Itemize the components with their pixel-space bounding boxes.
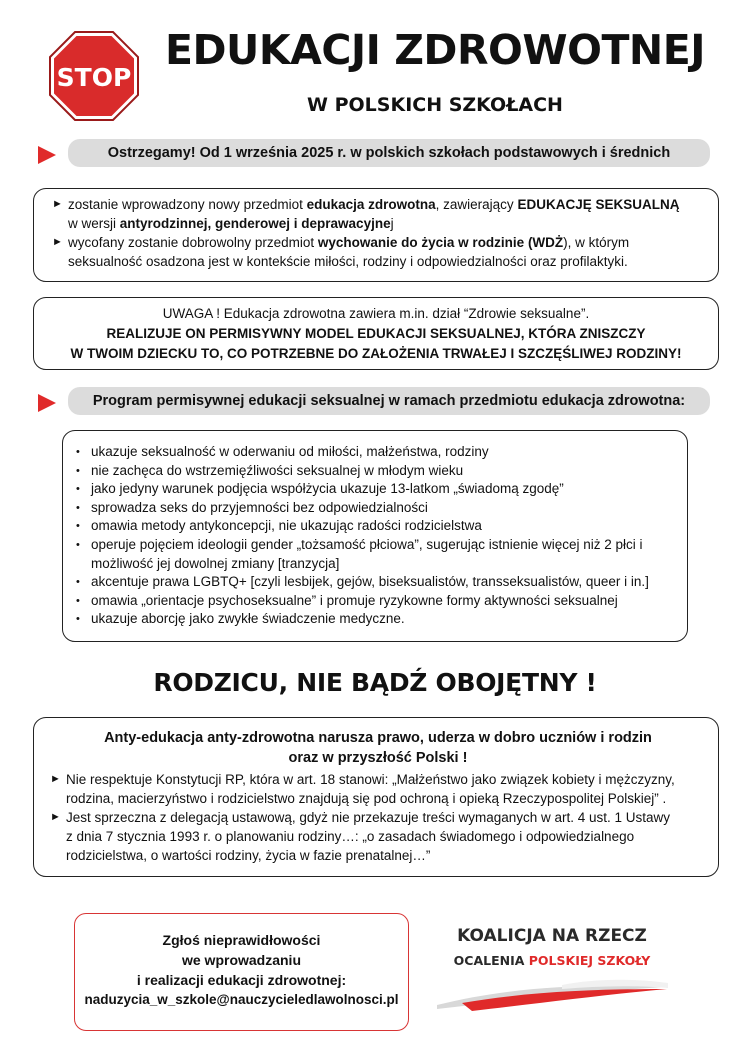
warning-banner: Ostrzegamy! Od 1 września 2025 r. w polskich szkołach podstawowych i średnich (68, 139, 710, 167)
list-item: • omawia „orientacje psychoseksualne” i promuje ryzykowne formy aktywności seksualnej (71, 592, 677, 611)
coalition-logo-line2: OCALENIA POLSKIEJ SZKOŁY (453, 953, 651, 968)
stop-sign-icon (48, 30, 140, 122)
stop-sign-text: STOP (56, 63, 132, 92)
list-item: • ukazuje seksualność w oderwaniu od miłości, małżeństwa, rodziny (71, 443, 677, 462)
arrow-bullet-icon: ► (52, 236, 63, 248)
list-item: ► wycofany zostanie dobrowolny przedmiot wychowanie do życia w rodzinie (WDŻ), w którym seksualność osadzona jest w kontekście miłości, rodziny i odpowiedzialności oraz profilaktyki. (52, 235, 630, 269)
list-item: • omawia metody antykoncepcji, nie ukazując radości rodzicielstwa (71, 517, 677, 536)
list-item: ► Nie respektuje Konstytucji RP, która w art. 18 stanowi: „Małżeństwo jako związek kobiety i mężczyzny, rodzina, macierzyństwo i rodzicielstwo znajdują się pod ochroną i opieką Rzeczypospolitej Polskiej” . (50, 772, 675, 806)
arrow-bullet-icon: ► (50, 773, 61, 785)
red-triangle-icon (38, 394, 56, 412)
list-item: • operuje pojęciem ideologii gender „tożsamość płciowa”, sugerując istnienie więcej niż 2 płci i możliwość jej dowolnej zmiany [tranzycja] (71, 536, 677, 573)
report-email-link[interactable]: naduzycia_w_szkole@nauczycieledlawolnosci.pl (84, 992, 399, 1007)
arrow-bullet-icon: ► (52, 198, 63, 210)
legal-heading: Anty-edukacja anty-zdrowotna narusza prawo, uderza w dobro uczniów i rodzin (104, 730, 652, 746)
page-subtitle: W POLSKICH SZKOŁACH (307, 94, 563, 116)
program-list (71, 443, 677, 629)
warning-line: UWAGA ! Edukacja zdrowotna zawiera m.in. dział “Zdrowie seksualne”. (162, 306, 590, 321)
red-triangle-icon (38, 146, 56, 164)
list-item: • sprowadza seks do przyjemności bez odpowiedzialności (71, 499, 677, 518)
warning-box (33, 297, 719, 370)
report-line: we wprowadzaniu (181, 952, 301, 968)
report-box (74, 913, 409, 1031)
info-box-changes (33, 188, 719, 282)
coalition-logo-line1: KOALICJA NA RZECZ (457, 926, 647, 946)
polish-flag-swoosh-icon (432, 975, 672, 1015)
legal-box (33, 717, 719, 877)
list-item: • akcentuje prawa LGBTQ+ [czyli lesbijek, gejów, biseksualistów, transseksualistów, queer i in.] (71, 573, 677, 592)
report-line: i realizacji edukacji zdrowotnej: (136, 972, 347, 988)
list-item: • nie zachęca do wstrzemięźliwości seksualnej w młodym wieku (71, 462, 677, 481)
appeal-heading: RODZICU, NIE BĄDŹ OBOJĘTNY ! (153, 668, 597, 697)
report-line: Zgłoś nieprawidłowości (162, 932, 321, 948)
warning-line-bold: W TWOIM DZIECKU TO, CO POTRZEBNE DO ZAŁOŻENIA TRWAŁEJ I SZCZĘŚLIWEJ RODZINY! (70, 346, 682, 361)
warning-line-bold: REALIZUJE ON PERMISYWNY MODEL EDUKACJI SEKSUALNEJ, KTÓRA ZNISZCZY (106, 326, 646, 341)
list-item: • ukazuje aborcję jako zwykłe świadczenie medyczne. (71, 610, 677, 629)
legal-heading: oraz w przyszłość Polski ! (288, 750, 468, 766)
list-item: • jako jedyny warunek podjęcia współżycia ukazuje 13-latkom „świadomą zgodę” (71, 480, 677, 499)
program-banner: Program permisywnej edukacji seksualnej w ramach przedmiotu edukacja zdrowotna: (68, 387, 710, 415)
page-title: EDUKACJI ZDROWOTNEJ (164, 26, 706, 74)
program-box (62, 430, 688, 642)
arrow-bullet-icon: ► (50, 811, 61, 823)
list-item: ► Jest sprzeczna z delegacją ustawową, gdyż nie przekazuje treści wymaganych w art. 4 ust. 1 Ustawy z dnia 7 stycznia 1993 r. o planowaniu rodziny…: „o zasadach świadomego i odpowiedzialnego rodzicielstwa, o wartości rodziny, życia w fazie prenatalnej…” (50, 810, 671, 863)
list-item: ► zostanie wprowadzony nowy przedmiot edukacja zdrowotna, zawierający EDUKACJĘ SEKSUALNĄ w wersji antyrodzinnej, genderowej i deprawacyjnej (52, 197, 680, 231)
